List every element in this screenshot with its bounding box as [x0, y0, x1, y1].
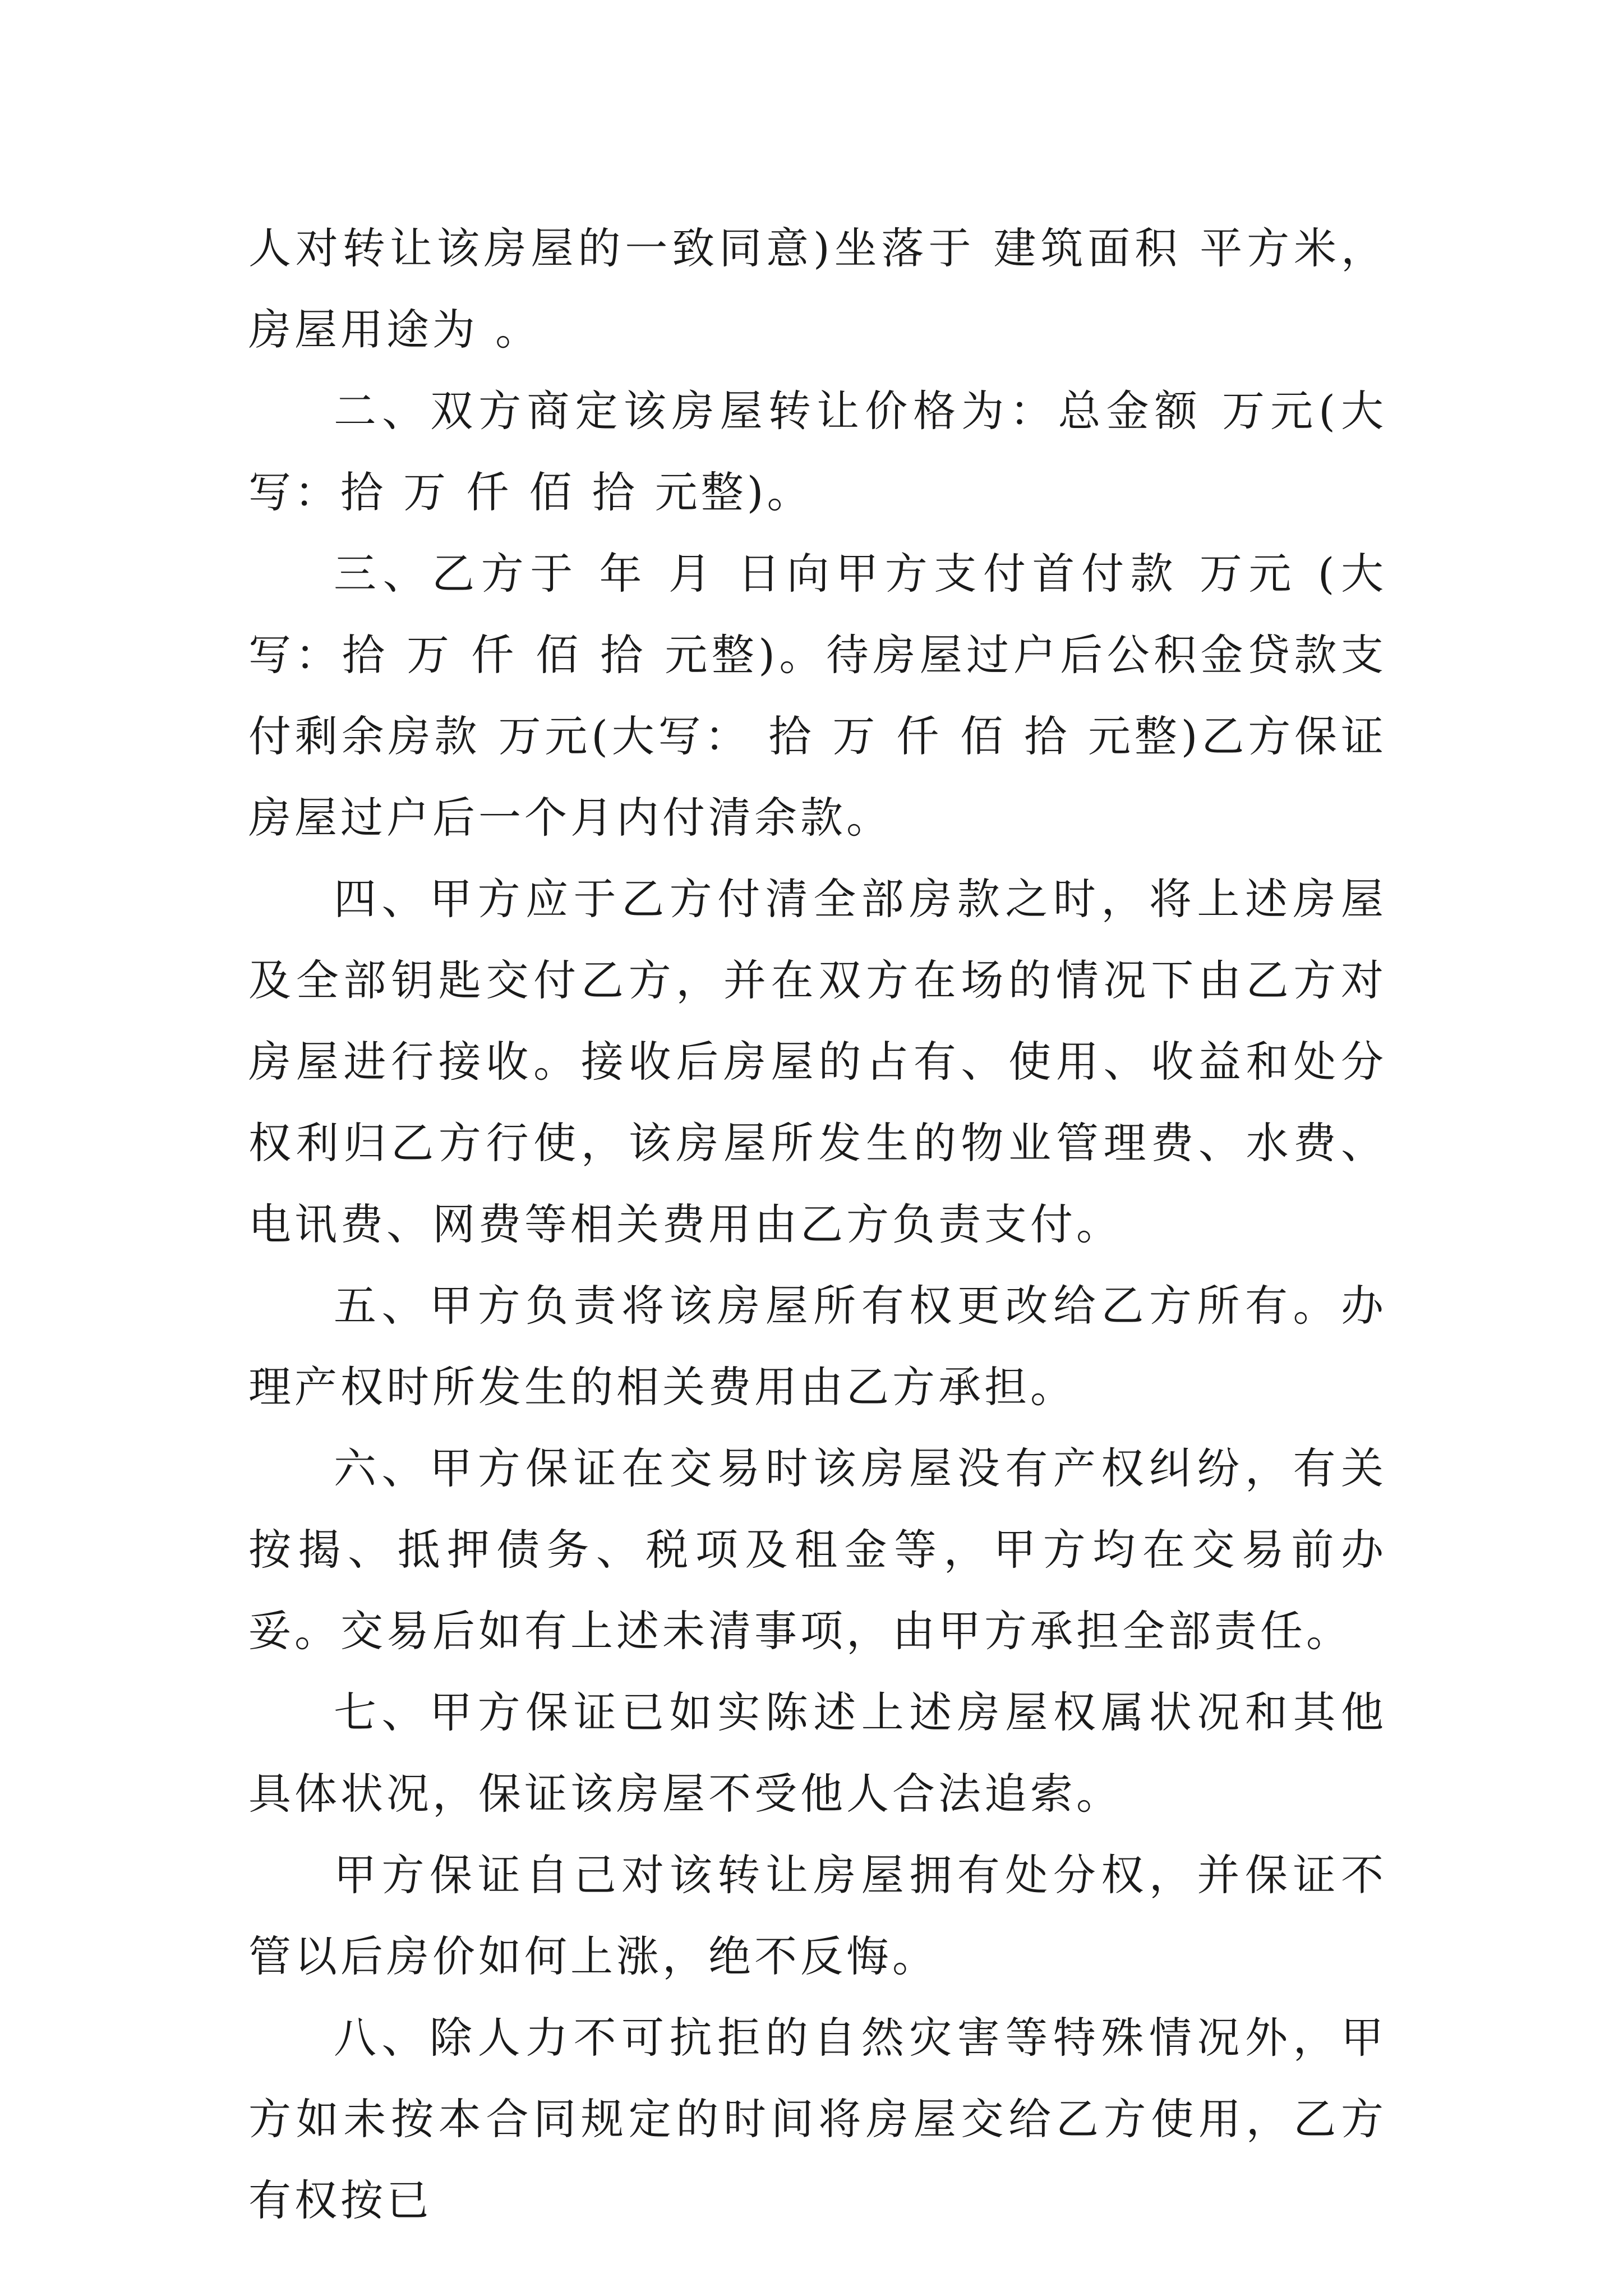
- paragraph-clause-8-force-majeure: 八、除人力不可抗拒的自然灾害等特殊情况外，甲方如未按本合同规定的时间将房屋交给乙方使用，乙方有权按已: [248, 2013, 1387, 2225]
- paragraph-clause-6-disputes: 六、甲方保证在交易时该房屋没有产权纠纷，有关按揭、抵押债务、税项及租金等，甲方均在交易前办妥。交易后如有上述未清事项，由甲方承担全部责任。: [248, 1443, 1387, 1656]
- paragraph-clause-2-price: 二、双方商定该房屋转让价格为：总金额 万元(大写：拾 万 仟 佰 拾 元整)。: [248, 386, 1387, 517]
- paragraph-clause-5-ownership: 五、甲方负责将该房屋所有权更改给乙方所有。办理产权时所发生的相关费用由乙方承担。: [248, 1281, 1387, 1412]
- paragraph-clause-7-warranty: 七、甲方保证已如实陈述上述房屋权属状况和其他具体状况，保证该房屋不受他人合法追索。: [248, 1687, 1387, 1819]
- paragraph-property-location: 人对转让该房屋的一致同意)坐落于 建筑面积 平方米，房屋用途为 。: [248, 223, 1387, 355]
- paragraph-clause-4-handover: 四、甲方应于乙方付清全部房款之时，将上述房屋及全部钥匙交付乙方，并在双方在场的情况下由乙方对房屋进行接收。接收后房屋的占有、使用、收益和处分权利归乙方行使，该房屋所发生的物业管理费、水费、电讯费、网费等相关费用由乙方负责支付。: [248, 874, 1387, 1249]
- document-body: [248, 208, 1387, 2241]
- paragraph-clause-3-payment: 三、乙方于 年 月 日向甲方支付首付款 万元 (大写：拾 万 仟 佰 拾 元整)。待房屋过户后公积金贷款支付剩余房款 万元(大写： 拾 万 仟 佰 拾 元整)乙方保证房屋过户后一个月内付清余款。: [248, 549, 1387, 843]
- paragraph-disposal-right: 甲方保证自己对该转让房屋拥有处分权，并保证不管以后房价如何上涨，绝不反悔。: [248, 1850, 1387, 1981]
